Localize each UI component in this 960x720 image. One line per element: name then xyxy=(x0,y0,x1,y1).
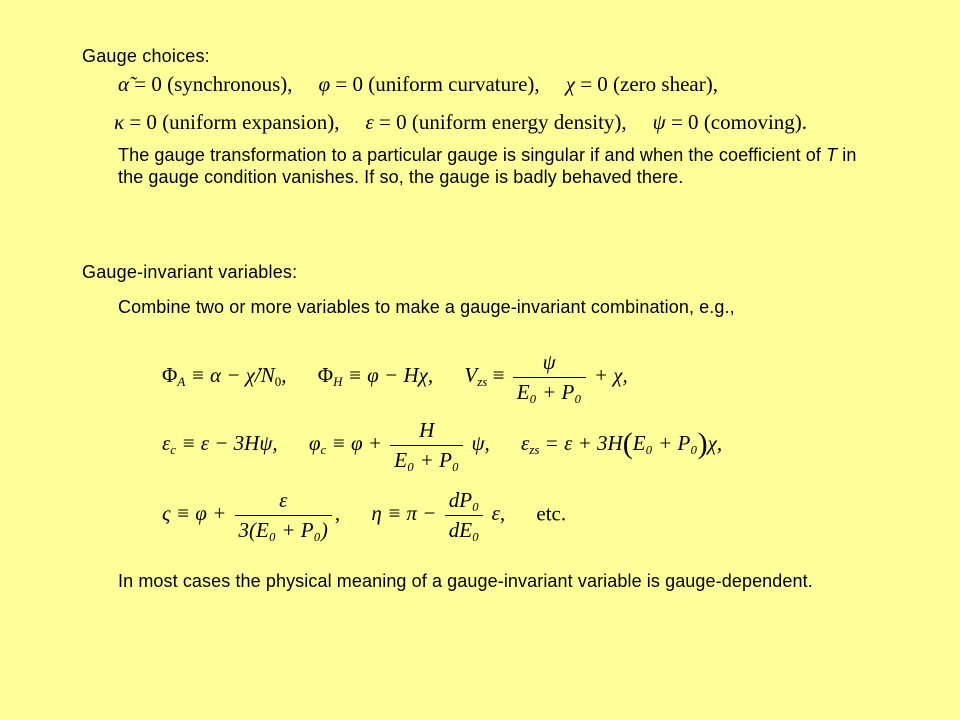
gauge-var: φ xyxy=(318,72,331,96)
phi-H-eq: $\Phi_H \equiv \varphi - H\chi$, xyxy=(317,363,434,390)
gauge-choices-heading: Gauge choices: xyxy=(82,46,210,66)
epsilon-zs-eq: $\varepsilon_{zs} = \varepsilon + 3H(E_0 + P_0)\chi$, xyxy=(521,427,723,461)
combine-paragraph: Combine two or more variables to make a gauge-invariant combination, e.g., xyxy=(118,297,735,317)
equation-row-2 xyxy=(162,418,722,473)
eta-eq: η ≡ π − $\frac{\text{dP₀}}{\text{dE₀}}$ ε, xyxy=(371,488,506,542)
gauge-var: χ xyxy=(565,72,575,96)
gauge-name: (synchronous), xyxy=(167,72,293,96)
gauge-list-row-2: κ = 0 (uniform expansion), ε = 0 (uniform energy density), ψ = 0 (comoving). xyxy=(114,110,808,134)
conclusion-paragraph: In most cases the physical meaning of a gauge-invariant variable is gauge-dependent. xyxy=(118,571,813,591)
equation-row-1 xyxy=(162,350,628,405)
gauge-name: (uniform expansion), xyxy=(162,110,340,134)
epsilon-c-eq: $\varepsilon_c \equiv \varepsilon - 3H\psi$, xyxy=(162,431,278,458)
singular-gauge-paragraph: The gauge transformation to a particular gauge is singular if and when the coefficient of T in the gauge condition vanishes. If so, the gauge is badly behaved there. xyxy=(118,145,857,187)
zeta-eq: ς ≡ φ + $\frac{\varepsilon}{\text{3(E₀ + P₀)}}$ , xyxy=(162,488,341,542)
equation-row-3 xyxy=(162,488,566,543)
gauge-name: (uniform energy density), xyxy=(411,110,627,134)
gauge-name: (comoving). xyxy=(703,110,808,134)
gauge-var: κ xyxy=(114,110,125,134)
gauge-name: (uniform curvature), xyxy=(368,72,540,96)
etc-text: etc. xyxy=(536,501,567,526)
gauge-name: (zero shear), xyxy=(613,72,718,96)
gauge-invariant-heading: Gauge-invariant variables: xyxy=(82,262,298,282)
phi-A-eq: $\Phi_A \equiv \alpha$ − $\chi̇/N_0$, xyxy=(162,363,287,390)
v-zs-eq: $V_{zs}$ ≡ $\frac{\psi}{\text{E₀ + P₀}}$ + χ, xyxy=(464,350,628,404)
phi-c-eq: $\varphi_c \equiv \varphi$ + $\frac{H}{\text{E₀ + P₀}}$ ψ, xyxy=(308,418,490,472)
gauge-var: α̃ xyxy=(118,72,130,96)
gauge-list-row-1: α̃ = 0 (synchronous), φ = 0 (uniform curvature), χ = 0 (zero shear), xyxy=(118,72,718,96)
gauge-var: ψ xyxy=(652,110,666,134)
gauge-var: ε xyxy=(365,110,374,134)
